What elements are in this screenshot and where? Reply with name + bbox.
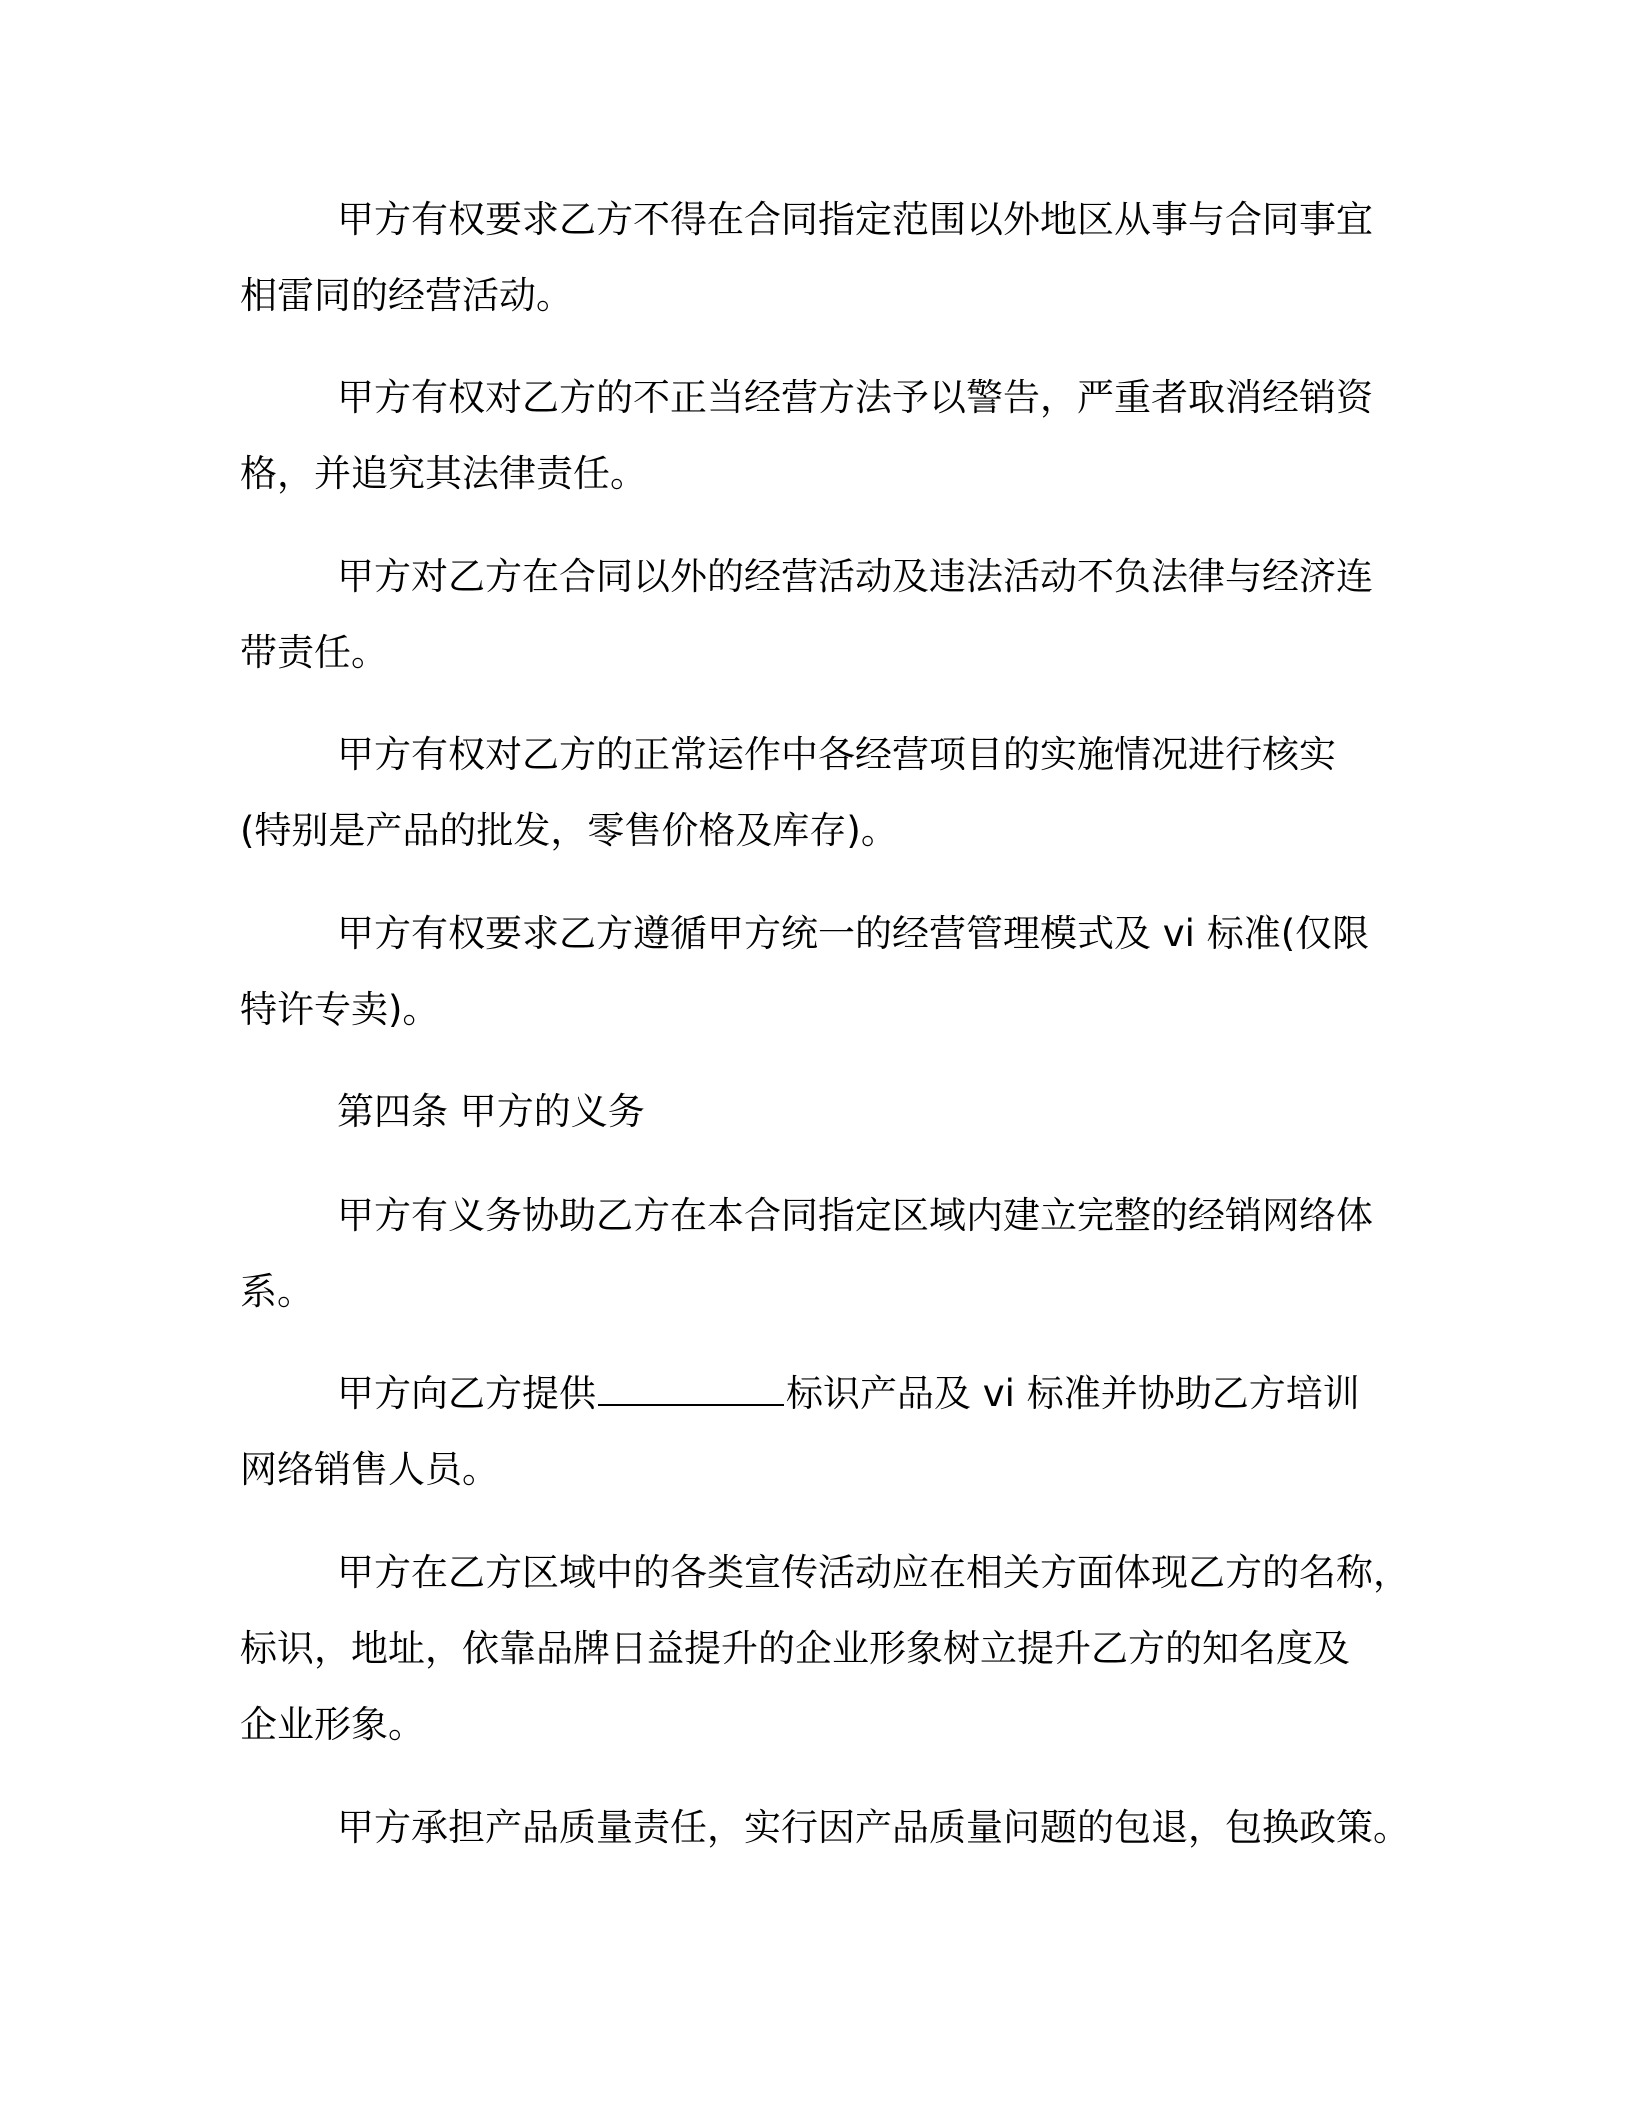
paragraph-2-line-1: 甲方有权对乙方的不正当经营方法予以警告，严重者取消经销资 <box>337 376 1373 419</box>
paragraph-4-line-2: (特别是产品的批发，零售价格及库存)。 <box>240 809 898 852</box>
paragraph-5-line-2: 特许专卖)。 <box>240 988 440 1031</box>
paragraph-8-line-1 <box>337 1371 1360 1417</box>
paragraph-8-text-after-blank: 标识产品及 vi 标准并协助乙方培训 <box>786 1372 1360 1415</box>
paragraph-5-line-1: 甲方有权要求乙方遵循甲方统一的经营管理模式及 vi 标准(仅限 <box>337 912 1370 955</box>
fill-in-blank <box>598 1372 784 1406</box>
section-heading-article-4: 第四条 甲方的义务 <box>337 1090 645 1133</box>
paragraph-8-text-before-blank: 甲方向乙方提供 <box>337 1372 596 1415</box>
paragraph-9-line-2: 标识，地址，依靠品牌日益提升的企业形象树立提升乙方的知名度及 <box>240 1627 1350 1670</box>
paragraph-3-line-1: 甲方对乙方在合同以外的经营活动及违法活动不负法律与经济连 <box>337 555 1373 598</box>
paragraph-7-line-1: 甲方有义务协助乙方在本合同指定区域内建立完整的经销网络体 <box>337 1194 1373 1237</box>
paragraph-2-line-2: 格，并追究其法律责任。 <box>240 452 647 495</box>
paragraph-7-line-2: 系。 <box>240 1270 314 1313</box>
paragraph-10-line-1: 甲方承担产品质量责任，实行因产品质量问题的包退，包换政策。 <box>337 1806 1410 1849</box>
paragraph-9-line-1: 甲方在乙方区域中的各类宣传活动应在相关方面体现乙方的名称， <box>337 1551 1410 1594</box>
paragraph-1-line-1: 甲方有权要求乙方不得在合同指定范围以外地区从事与合同事宜 <box>337 198 1373 241</box>
paragraph-1-line-2: 相雷同的经营活动。 <box>240 274 573 317</box>
paragraph-9-line-3: 企业形象。 <box>240 1703 425 1746</box>
paragraph-4-line-1: 甲方有权对乙方的正常运作中各经营项目的实施情况进行核实 <box>337 733 1336 776</box>
paragraph-3-line-2: 带责任。 <box>240 631 388 674</box>
paragraph-8-line-2: 网络销售人员。 <box>240 1448 499 1491</box>
